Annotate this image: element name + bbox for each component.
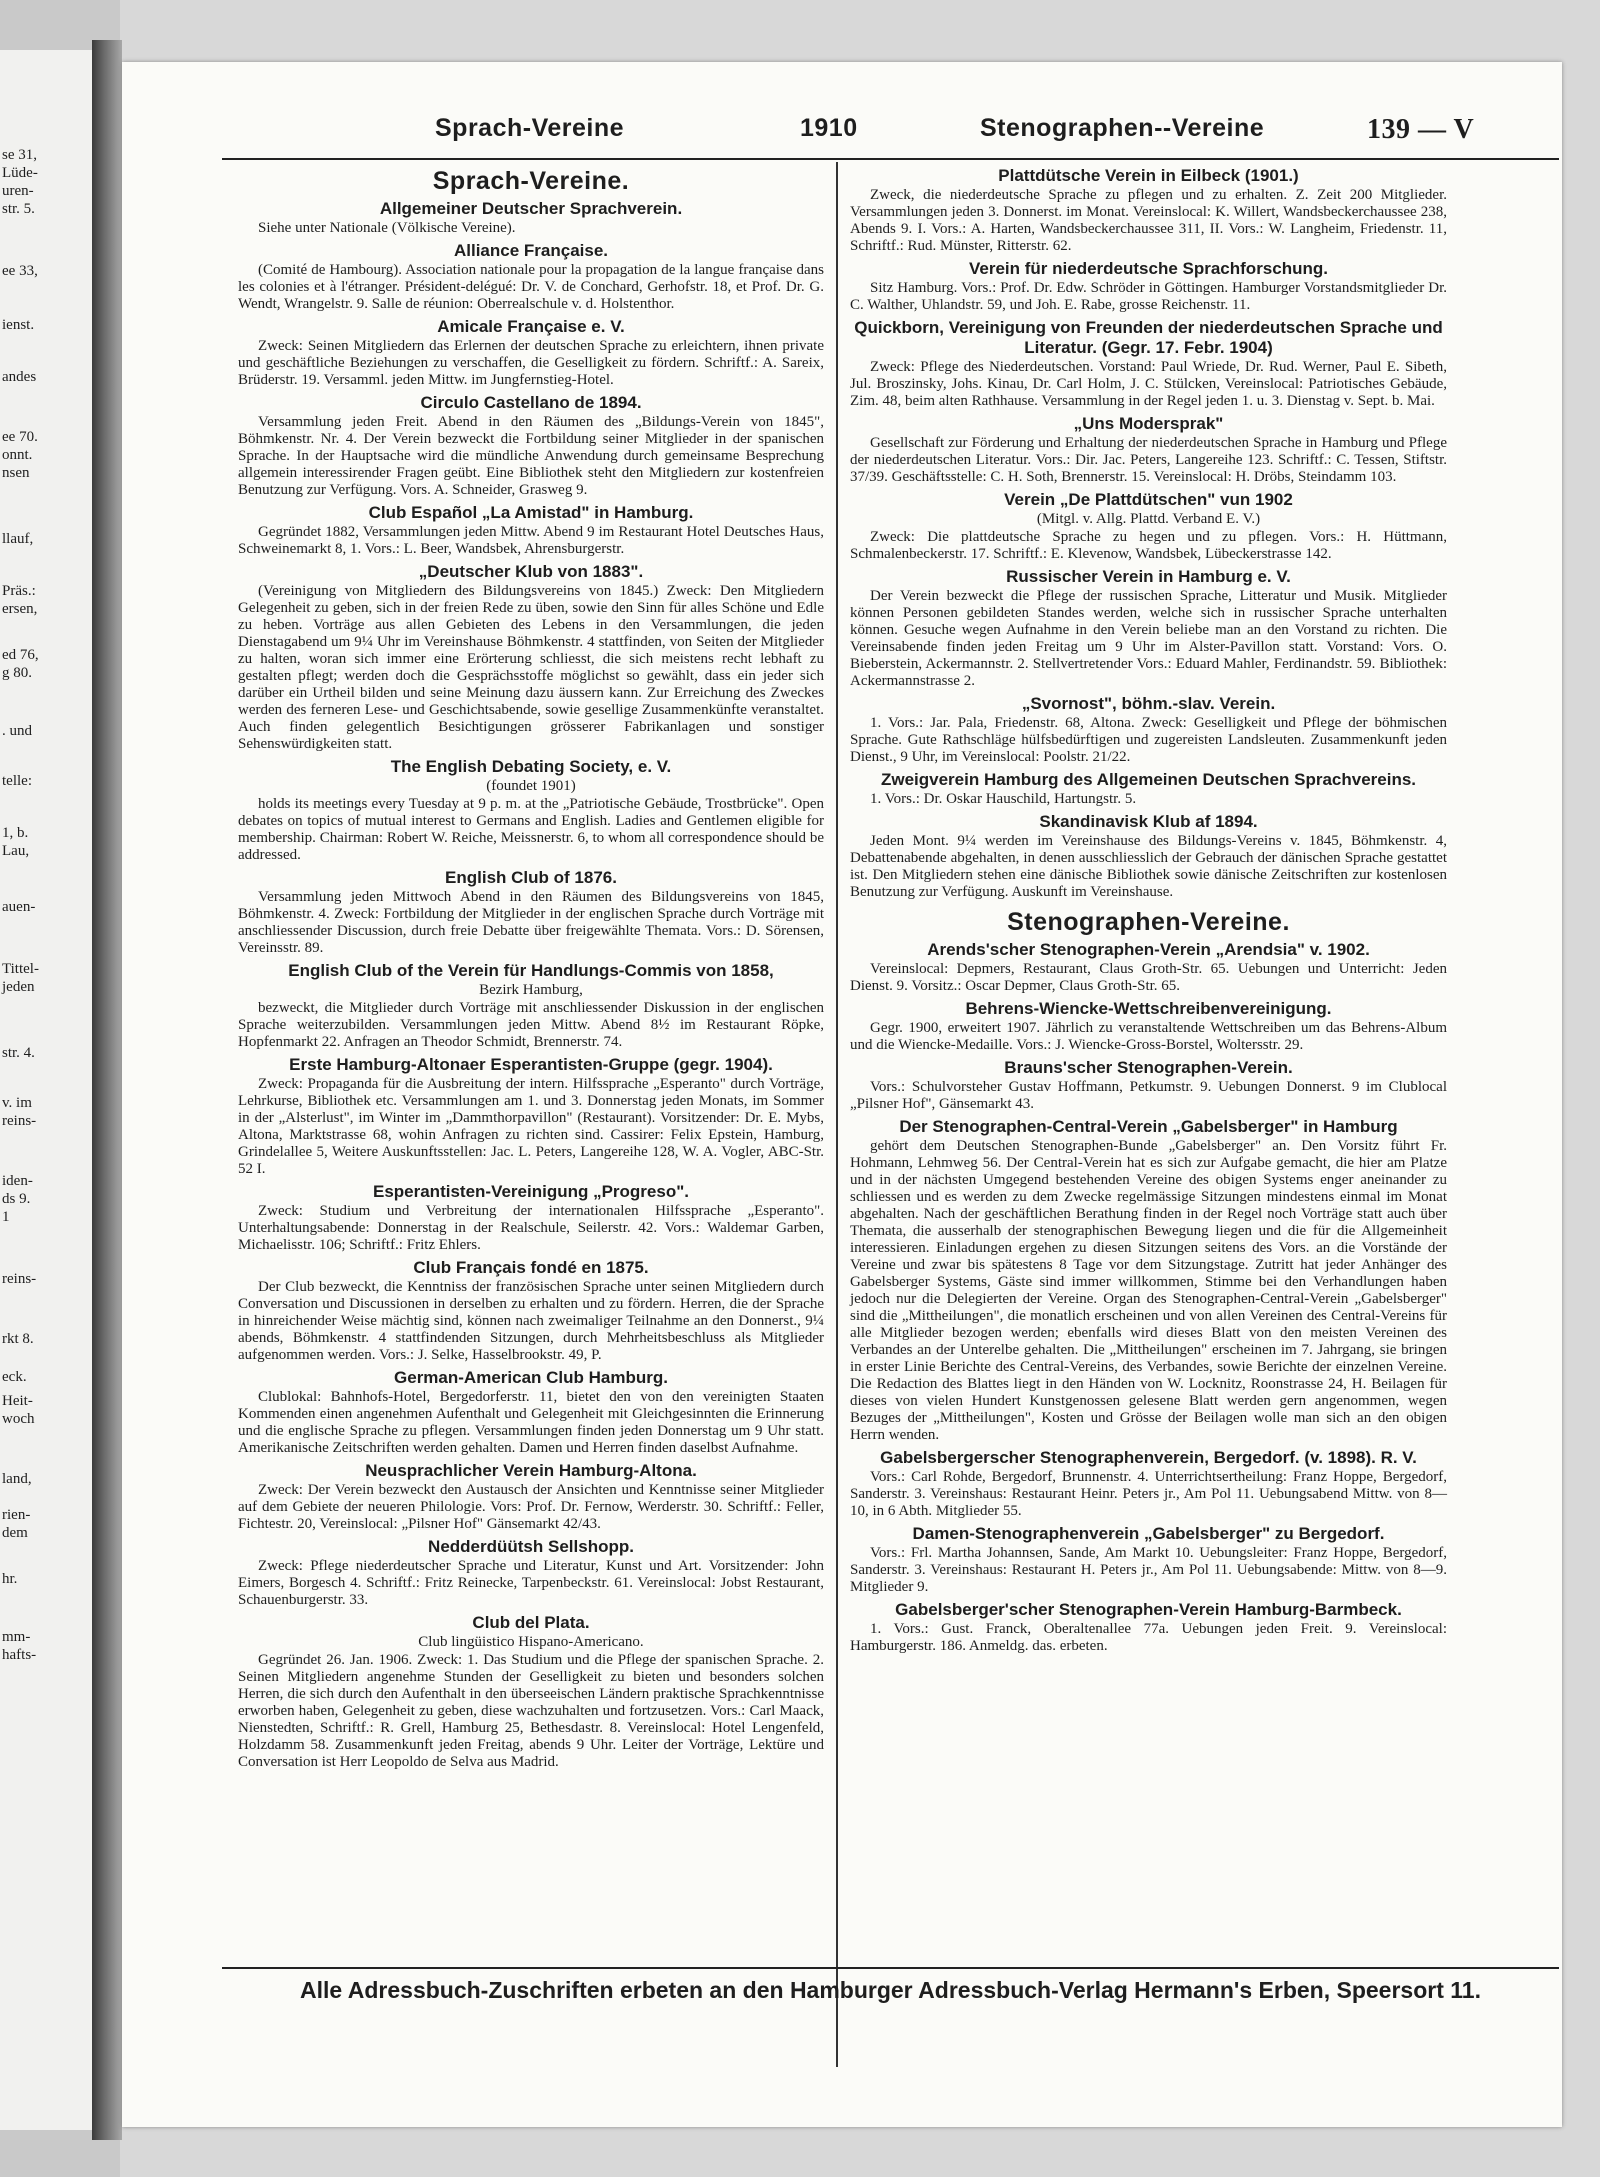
left-page-text-fragment: 1 <box>2 1209 10 1225</box>
association-description <box>850 1621 1447 1655</box>
left-page-text-fragment: andes <box>2 369 37 385</box>
association-entry <box>238 199 824 237</box>
description-paragraph: Sitz Hamburg. Vors.: Prof. Dr. Edw. Schröder in Göttingen. Hamburger Vorstandsmitglieder Dr. C. Walther, Uhlandstr. 59, und Joh. E. Rabe, grosse Reichenstr. 11. <box>850 280 1447 313</box>
description-paragraph: Der Club bezweckt, die Kenntniss der französischen Sprache unter seinen Mitgliedern durch Conversation und Discussionen in derselben zu erhalten und zu fördern. Herren, die der Sprache in hinreichender Weise mächtig sind, können nach zweimaliger Teilnahme an den Donnerst., 9¼ abends, Böhmkenstr. 4 stattfindenden Sitzungen, durch Mehrheitsbeschluss als Mitglieder aufgenommen werden. Vors.: J. Selke, Hasselbrookstr. 49, P. <box>238 1279 824 1363</box>
association-entry <box>238 1055 824 1178</box>
association-name: Allgemeiner Deutscher Sprachverein. <box>379 199 683 218</box>
left-page-text-fragment: iden- <box>2 1173 33 1189</box>
association-description <box>850 359 1447 410</box>
left-page-text-fragment: uren- <box>2 183 34 199</box>
association-entry <box>850 1448 1447 1520</box>
left-page-text-fragment: mm- <box>2 1629 31 1645</box>
left-page-text-fragment: ersen, <box>2 601 38 617</box>
description-paragraph: Zweck: Seinen Mitgliedern das Erlernen der deutschen Sprache zu erleichtern, ihnen private und geschäftliche Beziehungen zu verschaffen, die Geselligkeit zu fördern. Schriftf.: A. Sareix, Brüderstr. 19. Versamml. jeden Mittw. im Jungfernstieg-Hotel. <box>238 338 824 388</box>
association-entry <box>850 318 1447 410</box>
association-entry <box>238 1258 824 1364</box>
description-paragraph: 1. Vors.: Dr. Oskar Hauschild, Hartungstr. 5. <box>870 791 1137 807</box>
left-page-text-fragment: jeden <box>2 979 35 995</box>
left-page-text-fragment: str. 4. <box>2 1045 35 1061</box>
association-name: Verein „De Plattdütschen" vun 1902 <box>1004 490 1293 509</box>
association-name: English Club of 1876. <box>445 868 617 887</box>
association-description <box>238 796 824 864</box>
description-paragraph: gehört dem Deutschen Stenographen-Bunde „Gabelsberger" an. Den Vorsitz führt Fr. Hohmann, Lehmweg 56. Der Central-Verein hat es sich zur Aufgabe gemacht, die hier am Platze und in der nächsten Umgegend bestehenden Vereine des obigen Systems enger aneinander zu schliessen und es werden zu dem Zwecke regelmässige Sitzungen mindestens einmal im Monat abgehalten. Nach der geschäftlichen Berathung finden in der Regel noch Vorträge statt auch über Themata, die ausserhalb der stenographischen Bewegung liegen und die für die Allgemeinheit interessieren. Einladungen ergehen zu diesen Sitzungen seitens des Vors. an die Vorstände der Vereine und zwar bis spätestens 8 Tage vor dem Sitzungstage. Zutritt hat jeder Anhänger des Gabelsberger Systems, Gäste sind immer willkommen, Stimme bei den Verhandlungen haben jedoch nur die Delegierten der Vereine. Organ des Stenographen-Central-Verein „Gabelsberger" sind die „Mittheilungen", die monatlich erscheinen und von allen Vereinen des Central-Vereins für alle Mitglieder bezogen werden; ebenfalls wird dieses Blatt von den meisten Vereinen des Verbandes an der Unterelbe gehalten. Die „Mittheilungen" erscheinen im 7. Jahrgang, sie bringen in erster Linie Berichte des Central-Vereins, des Verbandes, sowie Berichte der einzelnen Vereine. Die Redaction des Blattes liegt in den Händen von W. Locknitz, Roonstrasse 24, H. Beilagen für dieses von vielen Hundert Kunstgenossen gelesene Blatt werden gern angenommen, wegen Bezuges der „Mittheilungen", Kosten und Grösse der Beilagen wolle man sich an den obigen Herrn wenden. <box>850 1138 1447 1443</box>
left-page-text-fragment: rien- <box>2 1507 31 1523</box>
association-description <box>850 715 1447 766</box>
left-page-text-fragment: ienst. <box>2 317 35 333</box>
footer-rule <box>222 1967 1559 1969</box>
left-page-text-fragment: hr. <box>2 1571 18 1587</box>
left-page-text-fragment: land, <box>2 1471 32 1487</box>
association-description <box>238 220 824 237</box>
association-name: Amicale Française e. V. <box>437 317 625 336</box>
description-paragraph: Jeden Mont. 9¼ werden im Vereinshause des Bildungs-Vereins v. 1845, Böhmkenstr. 4, Debattenabende abgehalten, in denen ausschliesslich der Gebrauch der dänischen Sprache gestattet ist. Den Mitgliedern stehen eine dänische Bibliothek sowie dänische Zeitschriften zur kostenlosen Benutzung zur Verfügung. Auskunft im Vereinshause. <box>850 833 1447 900</box>
association-description <box>238 889 824 957</box>
left-page-text-fragment: ds 9. <box>2 1191 31 1207</box>
association-description <box>850 588 1447 690</box>
association-description <box>238 338 824 389</box>
association-description <box>850 791 1447 808</box>
association-entry <box>850 770 1447 808</box>
association-entry <box>238 1368 824 1457</box>
association-description <box>850 1138 1447 1444</box>
association-description <box>850 1545 1447 1596</box>
association-description <box>238 262 824 313</box>
description-paragraph: (Vereinigung von Mitgliedern des Bildungsvereins von 1845.) Zweck: Den Mitgliedern Gelegenheit zu geben, sich in der freien Rede zu üben, sowie den Sinn für alles Schöne und Edle zu heben. Vorträge aus allen Gebieten des Lebens in den Versammlungen, die jeden Dienstagabend um 9¼ Uhr im Vereinshause Böhmkenstr. 4 stattfinden, von Seiten der Mitglieder zu halten, woran sich immer eine Erörterung schliesst, die sich meistens recht lebhaft zu gestalten pflegt; werden doch die Gesprächsstoffe möglichst so gewählt, dass ein jeder sich darüber ein Urtheil bilden und seine Meinung dazu äussern kann. Zur Erreichung des Zweckes werden des ferneren Lese- und Geschichtsabende, sowie gesellige Zusammenkünfte veranstaltet. Auch finden gelegentlich Besichtigungen grösserer Fabrikanlagen und sonstiger Sehenswürdigkeiten statt. <box>238 583 824 752</box>
association-description <box>850 1469 1447 1520</box>
description-paragraph: Vors.: Frl. Martha Johannsen, Sande, Am Markt 10. Uebungsleiter: Franz Hoppe, Bergedorf, Sanderstr. 3. Vereinshaus: Restaurant H. Peters jr., Am Pol 11. Uebungsabende: Mittw. von 8—9. Mitglieder 9. <box>850 1545 1447 1595</box>
page <box>122 62 1562 2127</box>
association-description <box>238 1482 824 1533</box>
left-page-text-fragment: Heit- <box>2 1393 33 1409</box>
description-paragraph: Zweck: Der Verein bezweckt den Austausch der Ansichten und Kenntnisse seiner Mitglieder auf dem Gebiete der neueren Philologie. Vors: Prof. Dr. Fernow, Werderstr. 30. Schriftf.: Feller, Fichtestr. 20, Vereinslocal: „Pilsner Hof" Gänsemarkt 42/43. <box>238 1482 824 1532</box>
description-paragraph: Zweck: Pflege des Niederdeutschen. Vorstand: Paul Wriede, Dr. Rud. Werner, Paul E. Sibeth, Jul. Broszinsky, Johs. Kinau, Dr. Carl Holm, J. C. Stülcken, Vereinslocal: Patriotisches Gebäude, Zim. 48, beim alten Rathhause. Versammlung in der Regel jeden 1. u. 3. Dienstag v. Sept. b. Mai. <box>850 359 1447 409</box>
association-name: Damen-Stenographenverein „Gabelsberger" zu Bergedorf. <box>912 1524 1385 1543</box>
association-entry <box>238 562 824 753</box>
association-entry <box>238 241 824 313</box>
association-entry <box>850 166 1447 255</box>
association-name: Gabelsberger'scher Stenographen-Verein Hamburg-Barmbeck. <box>895 1600 1402 1619</box>
section-title-sprach-vereine: Sprach-Vereine. <box>432 167 630 195</box>
header-right-title: Stenographen--Vereine <box>980 114 1265 142</box>
association-entry <box>850 1524 1447 1596</box>
page-header <box>122 114 1562 152</box>
description-paragraph: bezweckt, die Mitglieder durch Vorträge mit anschliessender Diskussion in der englischen Sprache weiterzubilden. Versammlungen jeden Mittw. Abend 8½ im Restaurant Röpke, Hopfenmarkt 22. Anfragen an Theodor Schmidt, Brennerstr. 74. <box>238 1000 824 1050</box>
left-page-text-fragment: auen- <box>2 899 36 915</box>
left-page-text-fragment: nsen <box>2 465 30 481</box>
description-paragraph: Zweck, die niederdeutsche Sprache zu pflegen und zu erhalten. Z. Zeit 200 Mitglieder. Versammlungen jeden 3. Donnerst. im Monat. Vereinslocal: K. Willert, Wandsbeckerchaussee 238, Abends 9. I. Vors.: A. Harten, Wandsbeckerchaussee 311, II. Vors.: W. Langheim, Friedenstr. 11, Schriftf.: Rud. Münster, Ritterstr. 62. <box>850 187 1447 254</box>
association-entry <box>850 490 1447 563</box>
left-page-text-fragment: dem <box>2 1525 28 1541</box>
association-entry <box>238 961 824 1051</box>
left-page-text-fragment: . und <box>2 723 32 739</box>
association-description <box>238 1000 824 1051</box>
association-entry <box>238 757 824 864</box>
association-subtitle: (foundet 1901) <box>486 778 576 794</box>
association-subtitle: (Mitgl. v. Allg. Plattd. Verband E. V.) <box>1036 511 1261 527</box>
association-name: „Deutscher Klub von 1883". <box>418 562 644 581</box>
description-paragraph: Versammlung jeden Mittwoch Abend in den Räumen des Bildungsvereins von 1845, Böhmkenstr. 4. Zweck: Fortbildung der Mitglieder in der englischen Sprache durch Vorträge mit anschliessender Discussion, durch freie Debatte über freigewählte Themata. Vors.: D. Sörensen, Vereinsstr. 89. <box>238 889 824 956</box>
description-paragraph: Gegründet 1882, Versammlungen jeden Mittw. Abend 9 im Restaurant Hotel Deutsches Haus, Schweinemarkt 8, 1. Vors.: L. Beer, Wandsbek, Ahrensburgerstr. <box>238 524 824 557</box>
association-name: German-American Club Hamburg. <box>394 1368 668 1387</box>
header-left-title: Sprach-Vereine <box>435 114 625 142</box>
section-title-stenographen-vereine: Stenographen-Vereine. <box>1007 908 1290 936</box>
description-paragraph: Zweck: Propaganda für die Ausbreitung der intern. Hilfssprache „Esperanto" durch Vorträge, Lehrkurse, Bibliothek etc. Versammlungen am 1. und 3. Donnerstag jeden Monats, im Sommer in der „Alsterlust", im Winter im „Dammthorpavillon" (Restaurant). Vorsitzender: Dr. E. Mybs, Altona, Marktstrasse 68, wohin Anfragen zu richten sind. Cassirer: Felix Epstein, Hamburg, Grindelallee 5, Weitere Auskunftsstellen: Jac. L. Peters, Langereihe 128, W. A. Vogler, ABC-Str. 52 I. <box>238 1076 824 1177</box>
association-description <box>850 529 1447 563</box>
header-page-number: 139 — V <box>1367 114 1475 145</box>
left-page-text-fragment: v. im <box>2 1095 32 1111</box>
left-page-edge <box>0 50 92 2130</box>
left-page-text-fragment: woch <box>2 1411 35 1427</box>
association-name: Nedderdüütsh Sellshopp. <box>428 1537 634 1556</box>
association-name: „Svornost", böhm.-slav. Verein. <box>1021 694 1276 713</box>
association-name: Verein für niederdeutsche Sprachforschung. <box>969 259 1328 278</box>
association-description <box>238 524 824 558</box>
association-entry <box>238 1537 824 1609</box>
association-entry <box>850 414 1447 486</box>
description-paragraph: 1. Vors.: Gust. Franck, Oberaltenallee 77a. Uebungen jeden Freit. 9. Vereinslocal: Hamburgerstr. 186. Anmeldg. das. erbeten. <box>850 1621 1447 1654</box>
left-page-text-fragment: ee 70. <box>2 429 38 445</box>
association-name: Quickborn, Vereinigung von Freunden der niederdeutschen Sprache und Literatur. (Gegr. 17. Febr. 1904) <box>854 318 1443 357</box>
association-name: Behrens-Wiencke-Wettschreibenvereinigung. <box>965 999 1332 1018</box>
stenographen-vereine-entries <box>850 940 1447 1655</box>
association-name: Plattdütsche Verein in Eilbeck (1901.) <box>998 166 1299 185</box>
sprach-vereine-continued-entries <box>850 166 1447 901</box>
association-description <box>850 435 1447 486</box>
association-subtitle: Club lingüistico Hispano-Americano. <box>418 1634 644 1650</box>
description-paragraph: Vors.: Carl Rohde, Bergedorf, Brunnenstr. 4. Unterrichtsertheilung: Franz Hoppe, Bergedorf, Sanderstr. 3. Vereinshaus: Restaurant Heinr. Peters jr., Am Pol 11. Uebungsabend Mittw. von 8—10, in 6 Abth. Mitglieder 55. <box>850 1469 1447 1519</box>
association-entry <box>238 1461 824 1533</box>
association-name: Club del Plata. <box>472 1613 590 1632</box>
description-paragraph: Siehe unter Nationale (Völkische Vereine). <box>258 220 516 236</box>
association-description <box>238 1652 824 1771</box>
description-paragraph: holds its meetings every Tuesday at 9 p. m. at the „Patriotische Gebäude, Trostbrücke". Open debates on topics of mutual interest to Germans and English. Ladies and Gentlemen eligible for membership. Chairman: Robert W. Reiche, Meissnerstr. 6, to whom all correspondence should be addressed. <box>238 796 824 863</box>
association-description <box>238 1389 824 1457</box>
association-name: Neusprachlicher Verein Hamburg-Altona. <box>365 1461 697 1480</box>
column-divider <box>836 162 838 2067</box>
association-description <box>238 1558 824 1609</box>
description-paragraph: Zweck: Die plattdeutsche Sprache zu hegen und zu pflegen. Vors.: H. Hüttmann, Schmalenbeckerstr. 17. Schriftf.: E. Klevenow, Wandsbek, Lübeckerstrasse 142. <box>850 529 1447 562</box>
association-name: English Club of the Verein für Handlungs-Commis von 1858, <box>288 961 774 980</box>
description-paragraph: Vereinslocal: Depmers, Restaurant, Claus Groth-Str. 65. Uebungen und Unterricht: Jeden Dienst. 9. Vorsitz.: Oscar Depmer, Claus Groth-Str. 65. <box>850 961 1447 994</box>
association-description <box>238 414 824 499</box>
association-name: Zweigverein Hamburg des Allgemeinen Deutschen Sprachvereins. <box>880 770 1417 789</box>
association-entry <box>850 812 1447 901</box>
left-page-text-fragment: 1, b. <box>2 825 29 841</box>
association-name: „Uns Modersprak" <box>1073 414 1224 433</box>
association-entry <box>850 694 1447 766</box>
left-page-text-fragment: Lüde- <box>2 165 38 181</box>
association-entry <box>238 317 824 389</box>
association-description <box>850 961 1447 995</box>
association-name: Alliance Française. <box>453 241 609 260</box>
description-paragraph: Versammlung jeden Freit. Abend in den Räumen des „Bildungs-Verein von 1845", Böhmkenstr. Nr. 4. Der Verein bezweckt die Fortbildung seiner Mitglieder in der spanischen Sprache. In der Hauptsache wird die mündliche Anwendung durch gemeinsame Besprechung allgemein interessirender Fragen geübt. Eine Bibliothek steht den Mitgliedern zur kostenfreien Benutzung zur Verfügung. Vors. A. Schneider, Grasweg 9. <box>238 414 824 498</box>
left-page-text-fragment: ed 76, <box>2 647 39 663</box>
association-description <box>850 280 1447 314</box>
left-page-text-fragment: se 31, <box>2 147 37 163</box>
right-column <box>850 166 1447 1659</box>
association-entry <box>850 1117 1447 1444</box>
association-name: Der Stenographen-Central-Verein „Gabelsberger" in Hamburg <box>899 1117 1398 1136</box>
association-entry <box>238 393 824 499</box>
association-description <box>850 1020 1447 1054</box>
association-entry <box>238 1613 824 1771</box>
association-name: Club Español „La Amistad" in Hamburg. <box>368 503 694 522</box>
left-page-text-fragment: telle: <box>2 773 32 789</box>
association-entry <box>238 503 824 558</box>
description-paragraph: Der Verein bezweckt die Pflege der russischen Sprache, Litteratur und Musik. Mitglieder können Personen gebildeten Standes werden, welche sich in russischer Sprache unterhalten können. Gesuche wegen Aufnahme in den Verein beliebe man an den Vorstand zu richten. Die Vereinsabende finden jeden Freitag um 9 Uhr im Alster-Pavillon statt. Vorstand: Vors. O. Bieberstein, Ackermannstr. 2. Stellvertretender Vors.: Eduard Mahler, Ferdinandstr. 59. Bibliothek: Ackermannstrasse 2. <box>850 588 1447 689</box>
left-page-text-fragment: ee 33, <box>2 263 38 279</box>
association-entry <box>850 1058 1447 1113</box>
description-paragraph: Zweck: Pflege niederdeutscher Sprache und Literatur, Kunst und Art. Vorsitzender: John Eimers, Borgesch 4. Schriftf.: Fritz Reinecke, Tarpenbeckstr. 61. Vereinslocal: Jobst Restaurant, Schauenburgerstr. 33. <box>238 1558 824 1608</box>
association-entry <box>238 1182 824 1254</box>
description-paragraph: Gegründet 26. Jan. 1906. Zweck: 1. Das Studium und die Pflege der spanischen Sprache. 2. Seinen Mitgliedern angenehme Stunden der Geselligkeit zu bieten und besonders solchen Herren, die sich durch den Aufenthalt in den überseeischen Ländern praktische Sprachkenntnisse erworben haben, Gelegenheit zu geben, diese wachzuhalten und fortzusetzen. Vors.: Carl Maack, Nienstedten, Schriftf.: R. Grell, Hamburg 25, Bethesdastr. 8. Vereinslocal: Hotel Lengenfeld, Holzdamm 58. Zusammenkunft jeden Freitag, abends 9 Uhr. Leiter der Vorträge, Lektüre und Conversation ist Herr Leopoldo de Selva aus Madrid. <box>238 1652 824 1770</box>
association-name: Russischer Verein in Hamburg e. V. <box>1006 567 1291 586</box>
association-subtitle: Bezirk Hamburg, <box>479 982 583 998</box>
association-entry <box>850 567 1447 690</box>
association-entry <box>238 868 824 957</box>
association-name: Brauns'scher Stenographen-Verein. <box>1004 1058 1293 1077</box>
association-description <box>238 1279 824 1364</box>
book-spine-shadow <box>92 40 122 2140</box>
description-paragraph: Gesellschaft zur Förderung und Erhaltung der niederdeutschen Sprache in Hamburg und Pflege der niederdeutschen Literatur. Vors.: Dir. Jac. Peters, Langereihe 123. Schriftf.: C. Tessen, Stiftstr. 37/39. Geschäftsstelle: C. H. Soth, Brennerstr. 15. Vereinslocal: H. Dröbs, Steindamm 103. <box>850 435 1447 485</box>
header-year: 1910 <box>800 114 858 142</box>
left-page-text-fragment: Lau, <box>2 843 30 859</box>
association-description <box>850 187 1447 255</box>
description-paragraph: Clublokal: Bahnhofs-Hotel, Bergedorferstr. 11, bietet den von den vereinigten Staaten Kommenden einen angenehmen Aufenthalt und Gelegenheit mit Gleichgesinnten die Erinnerung und die englische Sprache zu pflegen. Versammlungen finden jeden Donnerstag um 9 Uhr statt. Amerikanische Zeitschriften werden gehalten. Damen und Herren finden daselbst Aufnahme. <box>238 1389 824 1456</box>
association-name: Erste Hamburg-Altonaer Esperantisten-Gruppe (gegr. 1904). <box>289 1055 773 1074</box>
left-page-text-fragment: reins- <box>2 1113 37 1129</box>
association-name: Skandinavisk Klub af 1894. <box>1039 812 1258 831</box>
sprach-vereine-entries <box>238 199 824 1771</box>
association-entry <box>850 1600 1447 1655</box>
description-paragraph: Vors.: Schulvorsteher Gustav Hoffmann, Petkumstr. 9. Uebungen Donnerst. 9 im Clublocal „Pilsner Hof", Gänsemarkt 43. <box>850 1079 1447 1112</box>
association-entry <box>850 999 1447 1054</box>
association-description <box>238 1203 824 1254</box>
association-name: Esperantisten-Vereinigung „Progreso". <box>372 1182 690 1201</box>
header-rule <box>222 158 1559 160</box>
left-page-text-fragment: rkt 8. <box>2 1331 34 1347</box>
left-page-text-fragment: Präs.: <box>2 583 36 599</box>
association-entry <box>850 940 1447 995</box>
left-page-text-fragment: onnt. <box>2 447 33 463</box>
left-column <box>238 166 824 1775</box>
left-page-text-fragment: g 80. <box>2 665 32 681</box>
left-page-text-fragment: eck. <box>2 1369 27 1385</box>
description-paragraph: Zweck: Studium und Verbreitung der internationalen Hilfssprache „Esperanto". Unterhaltungsabende: Donnerstag in der Realschule, Seilerstr. 42. Vors.: Waldemar Garben, Michaelisstr. 106; Schriftf.: Fritz Ehlers. <box>238 1203 824 1253</box>
page-footer: Alle Adressbuch-Zuschriften erbeten an den Hamburger Adressbuch-Verlag Hermann's Erben, Speersort 11. <box>300 1977 1481 2003</box>
description-paragraph: (Comité de Hambourg). Association nationale pour la propagation de la langue française dans les colonies et à l'étranger. Président-delégué: Dr. V. de Conchard, Gerhofstr. 18, et Prof. Dr. G. Wendt, Wrangelstr. 9. Salle de réunion: Oberrealschule v. d. Holstenthor. <box>238 262 824 312</box>
left-page-text-fragment: hafts- <box>2 1647 37 1663</box>
association-entry <box>850 259 1447 314</box>
left-page-text-fragment: str. 5. <box>2 201 35 217</box>
left-page-text-fragment: reins- <box>2 1271 37 1287</box>
association-name: The English Debating Society, e. V. <box>390 757 672 776</box>
association-description <box>238 583 824 753</box>
description-paragraph: Gegr. 1900, erweitert 1907. Jährlich zu veranstaltende Wettschreiben um das Behrens-Album und die Wiencke-Medaille. Vors.: J. Wiencke-Gross-Borstel, Woltersstr. 29. <box>850 1020 1447 1053</box>
description-paragraph: 1. Vors.: Jar. Pala, Friedenstr. 68, Altona. Zweck: Geselligkeit und Pflege der böhmischen Sprache. Gute Rathschläge hülfsbedürftigen und zugereisten Landsleuten. Zusammenkunft jeden Dienst., 9 Uhr, im Vereinslocal: Poolstr. 21/22. <box>850 715 1447 765</box>
association-name: Arends'scher Stenographen-Verein „Arendsia" v. 1902. <box>927 940 1370 959</box>
association-name: Gabelsbergerscher Stenographenverein, Bergedorf. (v. 1898). R. V. <box>880 1448 1417 1467</box>
association-description <box>850 1079 1447 1113</box>
association-name: Club Français fondé en 1875. <box>413 1258 649 1277</box>
left-page-text-fragment: llauf, <box>2 531 34 547</box>
left-page-text-fragment: Tittel- <box>2 961 39 977</box>
association-name: Circulo Castellano de 1894. <box>420 393 642 412</box>
association-description <box>850 833 1447 901</box>
association-description <box>238 1076 824 1178</box>
